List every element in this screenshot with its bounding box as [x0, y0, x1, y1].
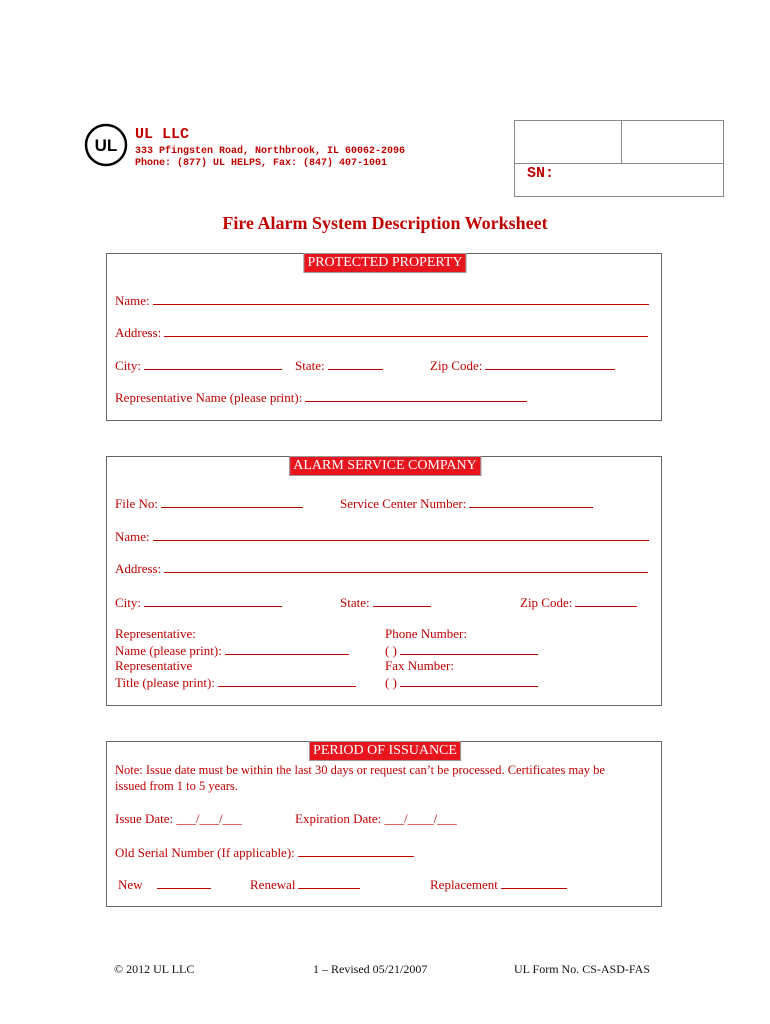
pp-zip-field[interactable]: Zip Code:	[430, 357, 615, 374]
asc-service-center-field[interactable]: Service Center Number:	[340, 495, 593, 512]
renewal-field[interactable]: Renewal	[250, 876, 360, 893]
ul-logo	[84, 123, 128, 167]
pp-city-field[interactable]: City:	[115, 357, 282, 374]
asc-zip-field[interactable]: Zip Code:	[520, 594, 637, 611]
svg-text:UL: UL	[94, 136, 118, 155]
period-note-line1: Note: Issue date must be within the last 30 days or request can’t be processed. Certificates may be	[115, 763, 605, 777]
asc-rep-line3: Representative	[115, 658, 193, 673]
company-name: UL LLC	[135, 126, 190, 143]
footer-form-no: UL Form No. CS-ASD-FAS	[514, 962, 651, 976]
asc-address-field[interactable]: Address:	[115, 560, 648, 577]
asc-phone-field[interactable]: ( )	[385, 642, 538, 659]
old-serial-field[interactable]: Old Serial Number (If applicable):	[115, 844, 414, 861]
serial-number-box[interactable]	[514, 120, 724, 197]
asc-file-no-field[interactable]: File No:	[115, 495, 303, 512]
pp-state-field[interactable]: State:	[295, 357, 383, 374]
pp-address-field[interactable]: Address:	[115, 324, 648, 341]
asc-name-field[interactable]: Name:	[115, 528, 649, 545]
alarm-service-heading: ALARM SERVICE COMPANY	[289, 456, 481, 476]
new-field[interactable]: New	[118, 876, 211, 893]
footer-copyright: © 2012 UL LLC	[114, 962, 195, 976]
asc-fax-label: Fax Number:	[385, 658, 454, 673]
asc-state-field[interactable]: State:	[340, 594, 431, 611]
period-of-issuance-section	[106, 741, 662, 907]
asc-rep-name-field[interactable]: Name (please print):	[115, 642, 349, 659]
protected-property-heading: PROTECTED PROPERTY	[303, 253, 466, 273]
asc-fax-field[interactable]: ( )	[385, 674, 538, 691]
asc-rep-title-field[interactable]: Title (please print):	[115, 674, 356, 691]
company-phone-fax: Phone: (877) UL HELPS, Fax: (847) 407-1001	[135, 158, 388, 169]
replacement-field[interactable]: Replacement	[430, 876, 567, 893]
sn-label: SN:	[527, 165, 555, 182]
issue-date-field[interactable]: Issue Date: ___/___/___	[115, 811, 243, 826]
asc-rep-line1: Representative:	[115, 626, 196, 641]
period-heading: PERIOD OF ISSUANCE	[309, 741, 461, 761]
company-address: 333 Pfingsten Road, Northbrook, IL 60062-2096	[135, 146, 406, 157]
footer-revised: 1 – Revised 05/21/2007	[313, 962, 428, 976]
expiration-date-field[interactable]: Expiration Date: ___/____/___	[295, 811, 457, 826]
asc-phone-label: Phone Number:	[385, 626, 467, 641]
pp-name-field[interactable]: Name:	[115, 292, 649, 309]
period-note-line2: issued from 1 to 5 years.	[115, 779, 238, 793]
page-title: Fire Alarm System Description Worksheet	[222, 213, 548, 233]
protected-property-section	[106, 253, 662, 421]
pp-representative-field[interactable]: Representative Name (please print):	[115, 389, 527, 406]
asc-city-field[interactable]: City:	[115, 594, 282, 611]
alarm-service-section	[106, 456, 662, 706]
